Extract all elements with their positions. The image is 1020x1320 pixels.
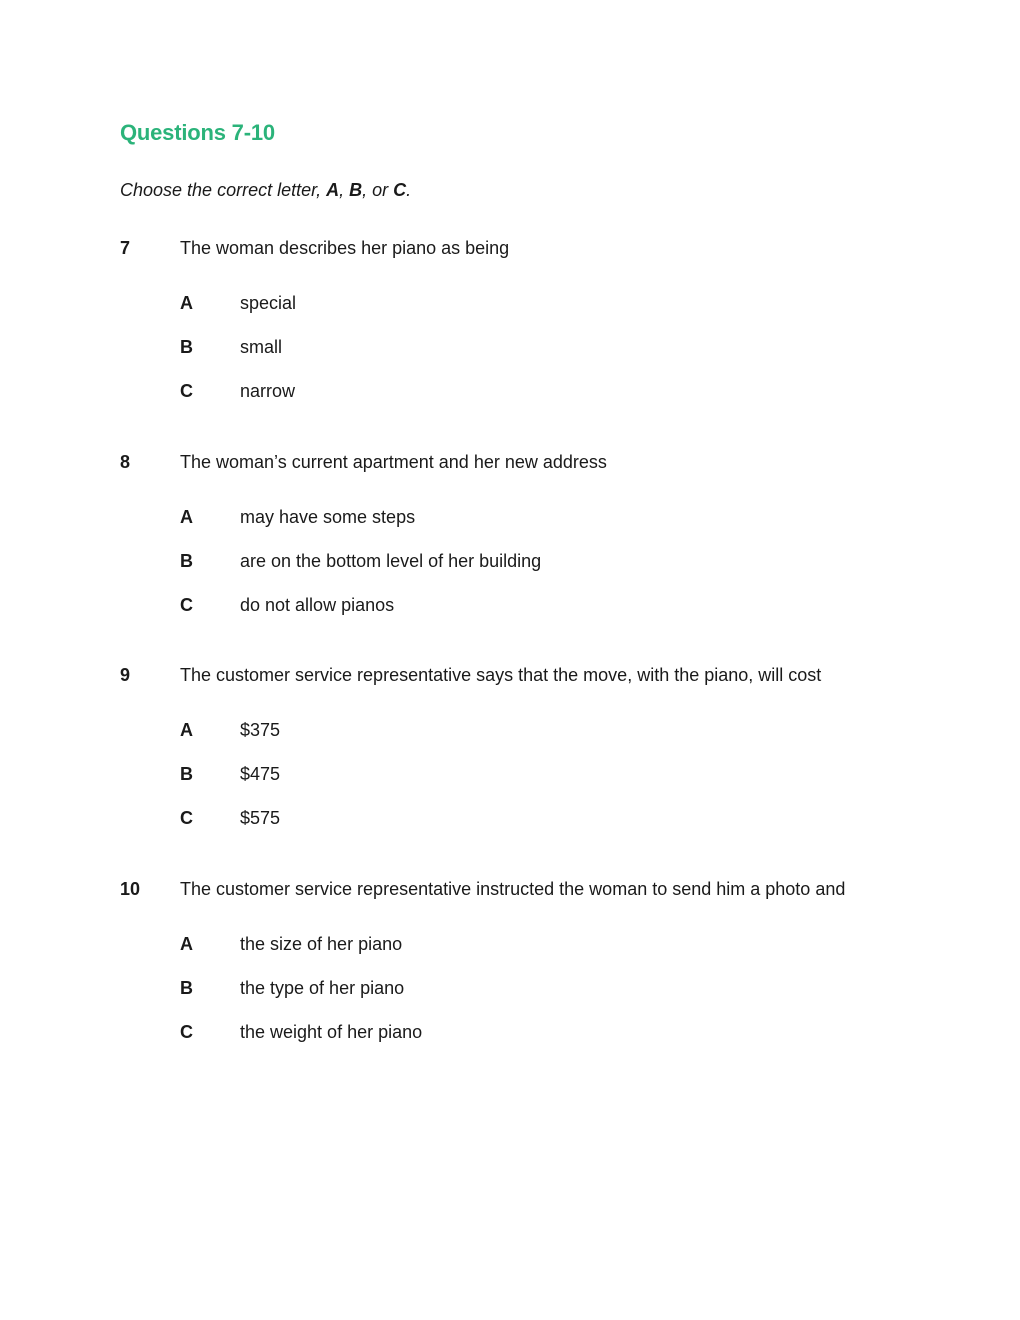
option-b[interactable] bbox=[120, 333, 900, 377]
option-letter: B bbox=[180, 978, 193, 998]
option-text: the type of her piano bbox=[240, 978, 405, 998]
option-a[interactable] bbox=[120, 289, 900, 333]
option-b[interactable] bbox=[120, 547, 900, 591]
option-letter: C bbox=[180, 595, 193, 615]
option-c[interactable] bbox=[120, 1018, 900, 1062]
option-text: special bbox=[240, 293, 297, 313]
option-letter: B bbox=[180, 764, 193, 784]
option-b[interactable] bbox=[120, 974, 900, 1018]
question-number: 8 bbox=[120, 452, 131, 472]
option-list bbox=[120, 289, 900, 421]
question-text: The customer service representative says that the move, with the piano, will cost bbox=[180, 665, 822, 685]
option-letter: A bbox=[180, 293, 193, 313]
option-text: $575 bbox=[240, 808, 281, 828]
option-letter: C bbox=[180, 381, 193, 401]
instruction-prefix: Choose the correct letter, bbox=[120, 180, 327, 200]
option-text: narrow bbox=[240, 381, 296, 401]
question-number: 10 bbox=[120, 879, 141, 899]
option-list bbox=[120, 503, 900, 635]
option-c[interactable] bbox=[120, 377, 900, 421]
question-8 bbox=[120, 448, 900, 635]
option-text: $475 bbox=[240, 764, 281, 784]
question-10 bbox=[120, 875, 900, 1062]
option-a[interactable] bbox=[120, 716, 900, 760]
option-list bbox=[120, 716, 900, 848]
question-text: The woman describes her piano as being bbox=[180, 238, 510, 258]
question-number: 7 bbox=[120, 238, 131, 258]
option-a[interactable] bbox=[120, 930, 900, 974]
option-letter: B bbox=[180, 551, 193, 571]
instruction-letter-b: B bbox=[349, 180, 363, 200]
question-9 bbox=[120, 661, 900, 848]
question-header bbox=[120, 875, 900, 903]
question-text: The woman’s current apartment and her new address bbox=[180, 452, 607, 472]
document-page bbox=[120, 0, 900, 1320]
question-header bbox=[120, 448, 900, 476]
option-letter: C bbox=[180, 1022, 193, 1042]
question-number: 9 bbox=[120, 665, 131, 685]
option-text: $375 bbox=[240, 720, 281, 740]
option-c[interactable] bbox=[120, 804, 900, 848]
question-7 bbox=[120, 234, 900, 421]
option-text: small bbox=[240, 337, 283, 357]
option-text: the size of her piano bbox=[240, 934, 403, 954]
option-text: may have some steps bbox=[240, 507, 416, 527]
question-text: The customer service representative instructed the woman to send him a photo and bbox=[180, 879, 846, 899]
instruction-text bbox=[120, 180, 411, 201]
instruction-letter-a: A bbox=[326, 180, 340, 200]
option-letter: A bbox=[180, 507, 193, 527]
section-title: Questions 7-10 bbox=[120, 120, 275, 145]
instruction-suffix: . bbox=[406, 180, 412, 200]
instruction-letter-c: C bbox=[393, 180, 407, 200]
option-c[interactable] bbox=[120, 591, 900, 635]
question-header bbox=[120, 234, 900, 262]
option-letter: A bbox=[180, 934, 193, 954]
option-text: do not allow pianos bbox=[240, 595, 395, 615]
option-letter: C bbox=[180, 808, 193, 828]
option-text: the weight of her piano bbox=[240, 1022, 423, 1042]
option-text: are on the bottom level of her building bbox=[240, 551, 542, 571]
option-a[interactable] bbox=[120, 503, 900, 547]
instruction-sep-1: , bbox=[339, 180, 350, 200]
option-letter: A bbox=[180, 720, 193, 740]
option-list bbox=[120, 930, 900, 1062]
option-letter: B bbox=[180, 337, 193, 357]
instruction-sep-2: , or bbox=[362, 180, 394, 200]
option-b[interactable] bbox=[120, 760, 900, 804]
question-header bbox=[120, 661, 900, 689]
